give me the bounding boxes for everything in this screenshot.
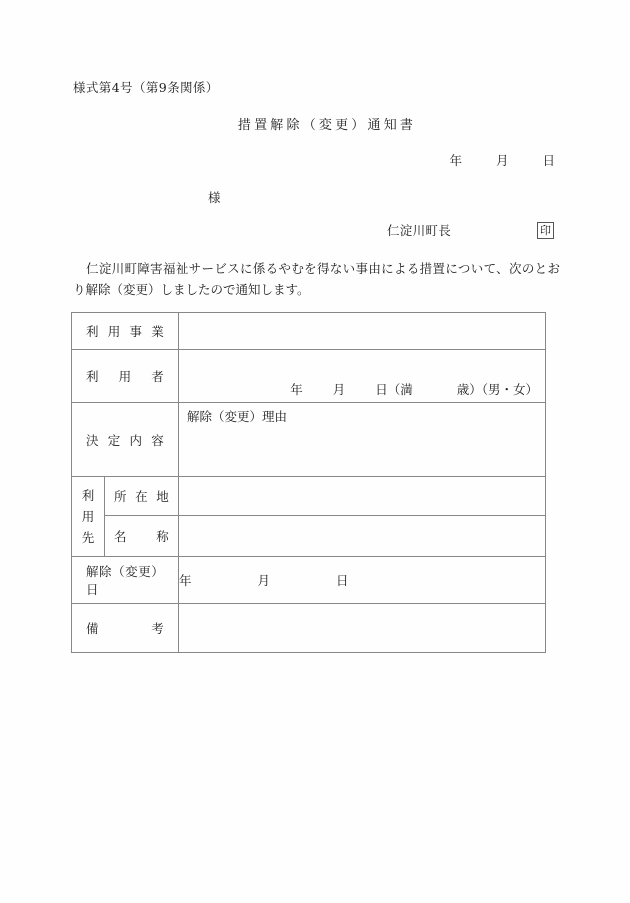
seal-box-icon: 印 <box>537 222 554 239</box>
issuer-name: 仁淀川町長 <box>387 223 452 238</box>
value-decision[interactable] <box>179 403 546 477</box>
user-age-gender: 歳）（男・女） <box>456 382 538 397</box>
table-row-release-date <box>72 557 546 604</box>
table-row-remarks <box>72 604 546 653</box>
value-remarks[interactable] <box>179 604 546 653</box>
user-date-month: 月 <box>332 382 346 397</box>
release-date-month: 月 <box>257 573 270 588</box>
table-row-user <box>72 350 546 403</box>
label-release-date: 解除（変更）日 <box>72 557 179 604</box>
label-provider <box>72 477 105 557</box>
table-row-provider-name <box>72 516 546 557</box>
provider-label-char-3: 先 <box>81 530 95 545</box>
label-provider-name: 名称 <box>105 516 179 557</box>
header-date-line <box>0 151 555 169</box>
form-number: 様式第4号（第9条関係） <box>73 80 219 95</box>
label-business: 利用事業 <box>72 313 179 350</box>
provider-label-char-2: 用 <box>81 509 95 524</box>
value-release-date[interactable] <box>179 557 546 604</box>
user-date-day: 日（満 <box>375 382 413 397</box>
table-row-provider-address <box>72 477 546 516</box>
header-date-day: 日 <box>542 153 555 168</box>
provider-label-char-1: 利 <box>81 488 95 503</box>
label-remarks: 備考 <box>72 604 179 653</box>
document-title: 措置解除（変更）通知書 <box>237 118 417 133</box>
value-provider-name[interactable] <box>179 516 546 557</box>
table-row-business <box>72 313 546 350</box>
value-user[interactable] <box>179 350 546 403</box>
table-row-decision <box>72 403 546 477</box>
header-date-month: 月 <box>496 153 509 168</box>
label-user: 利用者 <box>72 350 179 403</box>
release-date-day: 日 <box>335 573 349 588</box>
notification-table <box>71 312 546 653</box>
label-provider-address: 所在地 <box>105 477 179 516</box>
user-birthdate-line <box>290 380 538 398</box>
release-date-year: 年 <box>179 573 192 588</box>
addressee-suffix: 様 <box>208 190 221 205</box>
reason-label: 解除（変更）理由 <box>187 409 288 424</box>
header-date-year: 年 <box>449 153 463 168</box>
user-date-year: 年 <box>290 382 303 397</box>
issuer-row <box>387 221 554 239</box>
value-provider-address[interactable] <box>179 477 546 516</box>
label-decision: 決定内容 <box>72 403 179 477</box>
body-paragraph: 仁淀川町障害福祉サービスに係るやむを得ない事由による措置について、次のとおり解除（変更）しましたので通知します。 <box>73 261 560 297</box>
value-business[interactable] <box>179 313 546 350</box>
